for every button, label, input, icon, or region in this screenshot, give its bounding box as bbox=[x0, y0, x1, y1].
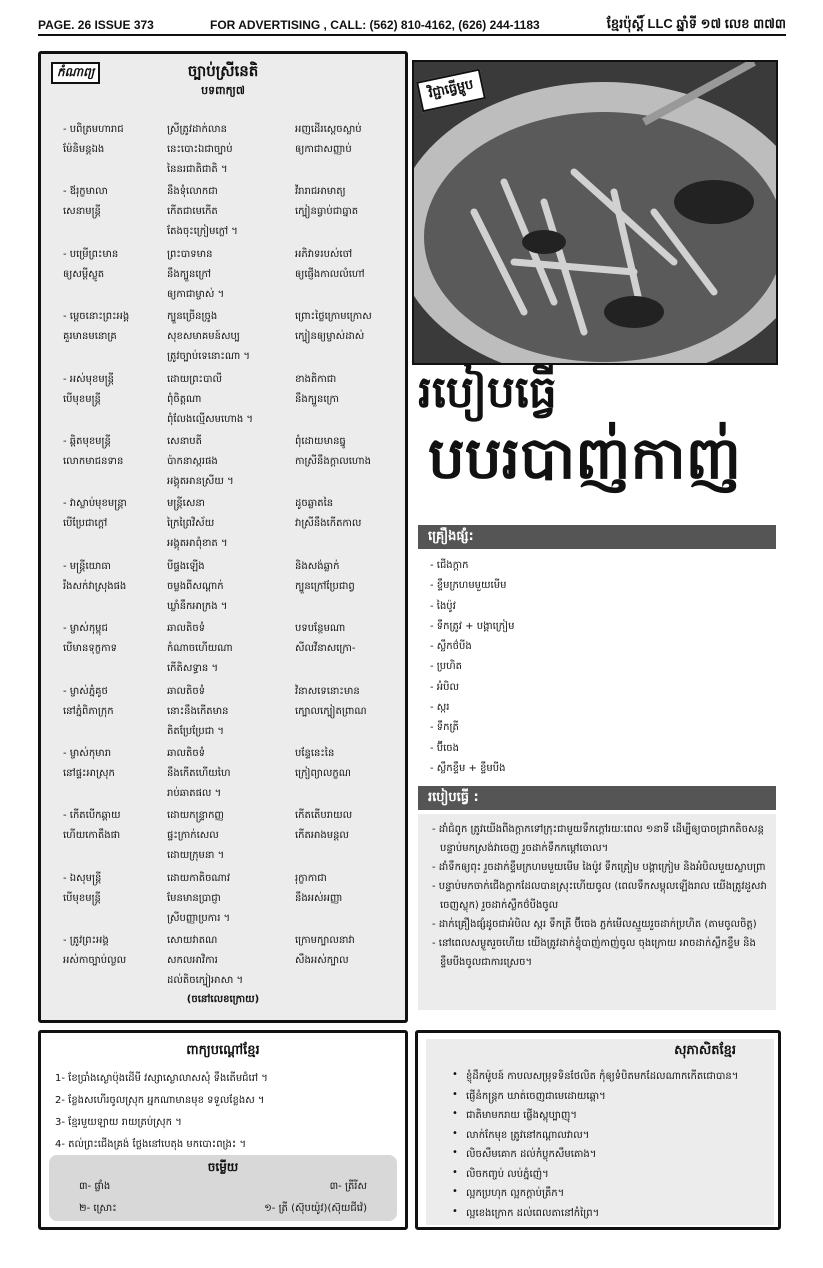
verse-line: នេះបោះឯជាច្បាប់ bbox=[167, 144, 233, 155]
ingredient-item: - ប្រហិត bbox=[430, 661, 462, 673]
verse-column bbox=[295, 869, 393, 909]
verse-column bbox=[295, 682, 393, 722]
ingredient-item: - ទឹកត្រូវ + បង្គាក្រៀម bbox=[430, 620, 515, 632]
verse-line: កំណាចហើយណា bbox=[167, 643, 233, 655]
verse-line: ផ្ទះក្រាក់សេល bbox=[167, 830, 219, 842]
verse-line: ក្បួនច្រើនច្រូង bbox=[167, 311, 218, 323]
verse-column bbox=[295, 806, 393, 846]
verse-line: ហើយកោតឹងផា bbox=[63, 830, 121, 842]
story-panel bbox=[38, 51, 408, 1023]
verse-line: មន្ត្រីសេនា bbox=[167, 498, 205, 510]
sayings-panel bbox=[415, 1030, 781, 1230]
verse-line: និងសង់ឆ្លាក់ bbox=[295, 560, 340, 572]
verse-line: ប៉ាកនាស្ករផង bbox=[167, 456, 218, 467]
verse-line: សកលអាវិការ bbox=[167, 955, 218, 967]
answer-item: ៣- ត្រីរីស bbox=[329, 1181, 367, 1192]
verse-column bbox=[63, 182, 163, 222]
verse-line: ព្រះបាទមាន bbox=[167, 248, 213, 260]
saying-item: • ផ្ញើនំកន្ត្រក ឃាត់ចេញជាមេដោយឆ្ពោ។ bbox=[466, 1089, 766, 1104]
verse-column bbox=[167, 931, 289, 991]
verse-line: កើតិសទ្ធាន ។ bbox=[167, 663, 219, 675]
ingredient-item: - អំបិល bbox=[430, 681, 460, 693]
verse-column bbox=[295, 494, 393, 534]
verse-line: សុខសមាគមន៍សប្ប bbox=[167, 331, 240, 343]
verse-line: បន្ទែនេះនៃ bbox=[295, 748, 335, 759]
advertising-contact: FOR ADVERTISING , CALL: (562) 810-4162, (626) 244-1183 bbox=[210, 18, 540, 32]
verse-column bbox=[167, 619, 289, 679]
verse-line: ពុំលែងល្មើសមហោង ។ bbox=[167, 413, 253, 425]
verse-line: ក្រោមក្បាលនាវា bbox=[295, 935, 355, 947]
verse-stanza bbox=[63, 931, 393, 993]
verse-line: ឲ្យផ្ញើងកាលលំហៅ bbox=[295, 268, 365, 280]
method-step: - ដាក់គ្រឿងផ្សំដូចជាអំបិល ស្ករ ទឹកត្រី ប៊ីចេង ភ្លក់មើលស្មួយរួចដាក់ប្រហិត (តាមចូលចិត្ត) bbox=[432, 919, 757, 930]
method-step: - បន្ទាប់មកចាក់ជើងក្ដាកដែលបានស្រុះហើយចូល (ពេលទឹកសម្ដុលឡើងរាល យើងត្រូវដួសវាចេញស្លុក) រួចដាក់ស្លឹកថ៌បីងចូល bbox=[432, 881, 767, 911]
verse-line: រុក្ខាកាជា bbox=[295, 872, 327, 884]
verse-line: បើមុខមន្ត្រី bbox=[63, 892, 101, 904]
answer-item: ១- ត្រី (ស៊ុបយ៉ូវ)(ស៊ុយជីវ៉េ) bbox=[264, 1203, 367, 1214]
masthead: ខ្មែរប៉ុស្តិ៍ LLC ឆ្នាំទី ១៧ លេខ ៣៧៣ bbox=[606, 16, 786, 31]
method-heading: របៀបធ្វើ : bbox=[418, 786, 776, 810]
food-photo bbox=[412, 60, 778, 365]
verse-line: ក្បៀនធ្វាប់ជាធ្នាត bbox=[295, 206, 359, 218]
verse-column bbox=[167, 806, 289, 866]
ingredient-item: - ជើងក្ដាក bbox=[430, 560, 469, 571]
verse-line: នឹងកើតហើយហៃ bbox=[167, 768, 231, 779]
verse-line: នឹងក្បួនក្រៅ bbox=[167, 268, 212, 280]
ingredient-item: - ទឹកត្រី bbox=[430, 722, 459, 734]
verse-line: នឹងក្បួនក្រោ bbox=[295, 393, 340, 405]
ingredients-heading: គ្រឿងផ្សំ: bbox=[418, 525, 776, 549]
proverbs-panel bbox=[38, 1030, 408, 1230]
verse-stanza bbox=[63, 120, 393, 182]
page-header bbox=[38, 14, 786, 36]
verse-line: - មន្ត្រីយោធា bbox=[63, 560, 111, 572]
proverb-item: 3- ខ្មែរមួយឡាយ រាយត្រប់ស្រុក ។ bbox=[55, 1117, 182, 1128]
verse-line: អង្គុតអាពុំខាត ។ bbox=[167, 538, 228, 550]
verse-line: ក្រៀព្យាលក្ខណ bbox=[295, 768, 351, 779]
verse-column bbox=[63, 806, 163, 846]
verse-column bbox=[295, 744, 393, 784]
verse-line: នៃនរជាតិជាតិ ។ bbox=[167, 164, 228, 175]
verse-line: វិនាសទេនោះមាន bbox=[295, 685, 360, 697]
verse-line: - ឪរុក្ខមាលា bbox=[63, 186, 108, 198]
verse-line: ស្រីបញ្ញាប្រការ ។ bbox=[167, 912, 231, 924]
verse-line: អង្គុតអានស្រីយ ។ bbox=[167, 476, 234, 487]
verse-line: ក្រៃព្រៃវិស័យ bbox=[167, 518, 215, 530]
verse-line: - បម្រើព្រះមាន bbox=[63, 248, 119, 260]
verse-stanza bbox=[63, 619, 393, 681]
verse-line: ស្រីត្រូវដាក់លាន bbox=[167, 124, 227, 135]
verse-line: ឆាលតិចទំ bbox=[167, 623, 206, 635]
verse-line: វីរារាជអាមាត្យ bbox=[295, 186, 346, 198]
verse-line: នោះនឹងកើតមាន bbox=[167, 705, 229, 717]
verse-line: បើប្រែជាក្ដៅ bbox=[63, 518, 108, 530]
saying-item: • ល្អខេងក្រោក ដល់ពេលតានៅកំព្រៃ។ bbox=[466, 1206, 766, 1221]
verse-column bbox=[295, 370, 393, 410]
saying-item: • ជាតិមាមករាយ ផ្លើងស្ពុប្បាញុ។ bbox=[466, 1108, 766, 1123]
verse-line: អភិវាទរបស់ចៅ bbox=[295, 248, 353, 260]
verse-line: - ម្ដេចនោះព្រះអង្គ bbox=[63, 311, 130, 323]
soup-bowl-image bbox=[414, 62, 778, 365]
verse-line: - ម្ចាស់កុមារា bbox=[63, 748, 112, 759]
verse-line: ដោយព្រះបាលី bbox=[167, 373, 222, 385]
saying-item: • ល្អកប្រហុក ល្អកក្ដាប់ត្រឹក។ bbox=[466, 1186, 766, 1201]
verse-column bbox=[167, 682, 289, 742]
verse-line: ពុំចិត្តណា bbox=[167, 393, 202, 405]
verse-line: កើតតើបរាយល bbox=[295, 810, 353, 822]
verse-stanza bbox=[63, 682, 393, 744]
verse-line: សេនាមន្ត្រី bbox=[63, 206, 101, 218]
verse-line: សេនាបតី bbox=[167, 436, 202, 447]
verse-column bbox=[295, 557, 393, 597]
verse-stanza bbox=[63, 494, 393, 556]
saying-item: • លិចកញ្ចប់ លប់ភ្នំញ៉េ។ bbox=[466, 1167, 766, 1182]
verse-column bbox=[167, 744, 289, 804]
verse-line: គួរមានមនោគ្រ bbox=[63, 331, 117, 343]
verse-line: ឆាលតិចទំ bbox=[167, 685, 206, 697]
verse-line: ក្បួនក្រៅប្រែជាព្វ bbox=[295, 580, 355, 592]
verse-line: សីលវីនាសក្រោ- bbox=[295, 643, 356, 655]
story-title: ច្បាប់ស្រីនេតិ bbox=[187, 62, 259, 80]
verse-line: តិតប្រែប្រែជា ។ bbox=[167, 725, 224, 737]
recipe-section-tag: វិជ្ជាធ្វើម្ហូប bbox=[416, 68, 486, 112]
ingredients-list bbox=[430, 556, 770, 779]
verse-column bbox=[63, 494, 163, 534]
proverb-item: 2- ខ្លែងសហើរចូលស្រុក អ្នកណាមានមុខ ទទួលខ្លែងស ។ bbox=[55, 1095, 265, 1106]
verse-line: អស់កាច្បាប់ល្ងល bbox=[63, 955, 127, 967]
verse-column bbox=[295, 120, 393, 160]
verse-line: តែងចុះក្រៀមក្លៅ ។ bbox=[167, 226, 238, 238]
verse-line: សោយវាតណ bbox=[167, 935, 218, 947]
method-step: - ដាំទឹកឲ្យពុះ រួចដាក់ខ្ទឹមក្រហមមួយមើម ងៃប៉ូវ ទឹកត្រៀម បង្គាក្រៀម និងអំបិលមួយស្លាបព្រា bbox=[432, 862, 766, 873]
verse-line: - ម្ចាស់ភ្នំគូថ bbox=[63, 685, 108, 697]
verse-line: - ត្រូវព្រះអង្គ bbox=[63, 935, 109, 947]
verse-column bbox=[167, 307, 289, 367]
verse-stanza bbox=[63, 557, 393, 619]
verse-column bbox=[63, 432, 163, 472]
verse-column bbox=[295, 619, 393, 659]
verse-stanza bbox=[63, 307, 393, 369]
verse-line: ដូចឆ្លាតនៃ bbox=[295, 498, 334, 510]
method-steps bbox=[418, 814, 776, 1010]
verse-line: ក្បៀនឲ្យម្ចាស់ដាស់ bbox=[295, 331, 365, 343]
verse-column bbox=[63, 557, 163, 597]
ingredient-item: - ស្លឹកថ៌បីង bbox=[430, 641, 472, 653]
verse-column bbox=[63, 682, 163, 722]
verse-line: ព្រោះថ្លៃក្រោមក្រោស bbox=[295, 311, 372, 323]
answer-item: ៣- ផ្លាំង bbox=[79, 1181, 111, 1192]
verse-line: បទបន្ថែមណា bbox=[295, 623, 346, 635]
sayings-title: សុភាសិតខ្មែរ bbox=[674, 1043, 736, 1058]
verse-column bbox=[63, 931, 163, 971]
answers-box bbox=[49, 1155, 397, 1221]
verse-line: - អស់មុខមន្ត្រី bbox=[63, 373, 115, 385]
verse-column bbox=[63, 744, 163, 784]
verse-line: - វាស្លាប់មុខមន្ត្រា bbox=[63, 498, 127, 510]
verse-line: នៅភ្នំពិភាក្រុក bbox=[63, 705, 114, 717]
verse-line: ដោយកាតិចណាវ bbox=[167, 872, 230, 884]
verse-line: ឆាលតិចទំ bbox=[167, 748, 206, 759]
recipe-title-line2: បបរបាញ់កាញ់ bbox=[428, 424, 741, 492]
verse-line: ត្រូវច្បាប់ទេនោះណា ។ bbox=[167, 351, 250, 363]
verse-line: វាស្រីនឹងកើតកាល bbox=[295, 518, 362, 530]
continued-note: (ចនៅលេខក្រោយ) bbox=[186, 994, 260, 1005]
verse-stanza bbox=[63, 744, 393, 806]
verse-stanza bbox=[63, 869, 393, 931]
ingredient-item: - ស្លឹកខ្ទឹម + ខ្ទឹមបីង bbox=[430, 762, 506, 774]
verse-column bbox=[63, 869, 163, 909]
verse-line: ដោយក្រុមនា ។ bbox=[167, 850, 225, 862]
answers-title: ចម្លើយ bbox=[207, 1160, 239, 1174]
verse-column bbox=[295, 182, 393, 222]
verse-line: កើតជាមេកើត bbox=[167, 206, 218, 218]
verse-line: ក្បោលក្បៀតព្រាណ bbox=[295, 705, 367, 717]
recipe-title-line1: របៀបធ្វើ bbox=[418, 367, 557, 418]
verse-column bbox=[167, 370, 289, 430]
saying-item: • លិចសឹមគោក ដល់កំប្លុកសឹមតោង។ bbox=[466, 1147, 766, 1162]
verse-line: ឲ្យសម្ដីស្លូត bbox=[63, 268, 105, 280]
verse-column bbox=[63, 245, 163, 285]
verse-column bbox=[63, 619, 163, 659]
proverb-item: 1- ខែប្រាំងស្ងោប៉ុងដើមី វស្សាស្ងោលាសសុំ ទឹងតើមជំរៅ ។ bbox=[55, 1073, 268, 1084]
proverbs-title: ពាក្យបណ្ដៅខ្មែរ bbox=[186, 1043, 260, 1058]
verse-line: សឹងអស់ក្បាល bbox=[295, 955, 349, 967]
verse-line: ឃ្លាំនឹកអាក្រង ។ bbox=[167, 600, 228, 612]
verse-line: - កើតបើកឆ្ពាយ bbox=[63, 810, 121, 822]
method-step: - នៅពេលសម្ងួតរួចហើយ យើងត្រូវដាក់ខ្ទុំបាញ់កាញ់ចូល ចុងក្រោយ អាចដាក់ស្លឹកខ្ទឹម និងខ្ទឹមបីងចូលជាការស្រេច។ bbox=[432, 938, 756, 968]
verse-line: ម៉ែនិមន្តឯង bbox=[63, 144, 105, 155]
verse-line: នឹងទុំលោកជា bbox=[167, 186, 218, 198]
ingredient-item: - ខ្ទឹមក្រហមមួយមើម bbox=[430, 580, 507, 592]
proverb-item: 4- តល់ព្រះជើងគ្រង់ ថ្លែងនៅបេតុង មកបោះពង្រះ ។ bbox=[55, 1139, 247, 1150]
verse-column bbox=[63, 307, 163, 347]
ingredient-item: - ងៃប៉ូវ bbox=[430, 600, 456, 612]
story-subtitle: បទពាក្យ៧ bbox=[201, 84, 245, 97]
answer-item: ២- ស្រោះ bbox=[79, 1203, 117, 1214]
verse-column bbox=[167, 869, 289, 929]
verse-line: រឹងសក់វាស្រុងផង bbox=[63, 580, 127, 592]
verse-line: - ម្ចាស់កុម្ពុជ bbox=[63, 623, 108, 635]
verse-line: - ឯសុមន្ត្រី bbox=[63, 872, 102, 884]
verse-line: - ឆ្ពិតមុខមន្ត្រី bbox=[63, 436, 111, 447]
verse-column bbox=[167, 120, 289, 180]
page-number: PAGE. 26 ISSUE 373 bbox=[38, 18, 154, 32]
verse-column bbox=[167, 557, 289, 617]
verse-line: ឲ្យកាជាម្ចាស់ ។ bbox=[167, 288, 225, 300]
verse-stanza bbox=[63, 182, 393, 244]
ingredient-item: - ប៊ីចេង bbox=[430, 742, 460, 754]
verse-line: - បពិត្រមហារាជ bbox=[63, 124, 124, 135]
verse-line: ដោយកន្ទ្រាកញ្ញ bbox=[167, 810, 224, 822]
verse-line: នឹងអស់អញ្ញា bbox=[295, 892, 343, 904]
verse-line: ពុំដោយមានធ្នូ bbox=[295, 436, 346, 447]
verse-line: បីផ្ទងឡើង bbox=[167, 560, 205, 572]
sayings-inner bbox=[426, 1039, 774, 1225]
verse-line: កើតអាងមន្ដល bbox=[295, 830, 349, 842]
verse-line: ឲ្យកាជាសញ្ញាប់ bbox=[295, 144, 352, 155]
verse-column bbox=[167, 182, 289, 242]
verse-line: បើមានទុក្ខកាទ bbox=[63, 643, 117, 655]
section-tag: កំណាព្យ bbox=[51, 62, 100, 84]
verse-line: នៅផ្ទះអាស្រុក bbox=[63, 768, 115, 779]
verse-column bbox=[295, 245, 393, 285]
ingredient-item: - ស្ករ bbox=[430, 702, 450, 714]
verse-column bbox=[295, 307, 393, 347]
verse-column bbox=[167, 245, 289, 305]
saying-item: • ខ្ញុំដឹកម៉ូបន៍ កាបលសម្រុទទិនថែលិត កុំឲ្យទំបិតមកដែលណាកកើតជោបាន។ bbox=[466, 1069, 766, 1084]
verse-column bbox=[63, 370, 163, 410]
verse-stanza bbox=[63, 806, 393, 868]
verse-column bbox=[63, 120, 163, 160]
verse-stanza bbox=[63, 370, 393, 432]
verse-line: ដល់តិចក្បៀអាសា ។ bbox=[167, 975, 244, 987]
verse-line: ខាងតិកាជា bbox=[295, 373, 337, 385]
verse-line: លោកមាជនទាន bbox=[63, 456, 124, 467]
verse-line: មែនមានប្រាជ្ញា bbox=[167, 892, 221, 904]
verse-line: កាស្រីនឹងក្ដាលហោង bbox=[295, 456, 371, 467]
verse-line: ចម្លងពីសណ្ដាក់ bbox=[167, 580, 224, 592]
verse-stanza bbox=[63, 245, 393, 307]
verse-column bbox=[167, 494, 289, 554]
verse-line: អញដើរស្តេចស្លាប់ bbox=[295, 124, 362, 135]
verse-stanza bbox=[63, 432, 393, 494]
saying-item: • លាក់កែមុខ ត្រូវនៅកណ្ដាលវាល។ bbox=[466, 1128, 766, 1143]
verse-column bbox=[295, 432, 393, 472]
verse-column bbox=[167, 432, 289, 492]
verse-line: រាប់ឆាតផល ។ bbox=[167, 788, 222, 799]
verse-line: បើមុខមន្ត្រី bbox=[63, 393, 101, 405]
method-step: - ដាំជំពូក ត្រូវយើងពីងក្ដាកទៅក្រុះជាមួយទឹកក្ដៅរយៈពេល ១នាទី ដើម្បីឲ្យបាចជ្រាកតិចសន្ត បន្ទាប់មកស្រង់វាចេញ រួចដាក់ទឹកកម្ដៅចោល។ bbox=[432, 824, 764, 854]
verse-column bbox=[295, 931, 393, 971]
